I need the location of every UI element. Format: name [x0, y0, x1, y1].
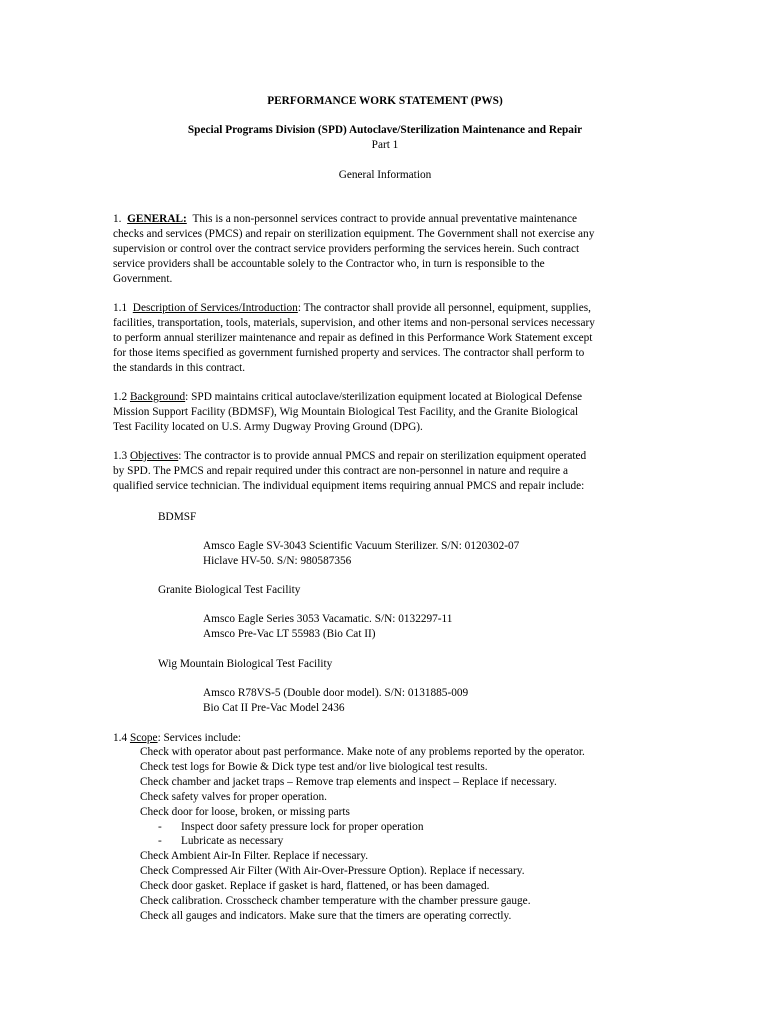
scope-text: : Services include: — [157, 732, 242, 744]
scope-check-item: Check test logs for Bowie & Dick type test and/or live biological test results. — [140, 761, 488, 773]
background-heading: Background — [129, 391, 186, 403]
scope-check-item: Check all gauges and indicators. Make sure that the timers are operating correctly. — [140, 910, 512, 922]
general-line: Government. — [113, 273, 173, 285]
general-paragraph-first-line — [113, 212, 577, 227]
doc-subtitle: Special Programs Division (SPD) Autoclave/Sterilization Maintenance and Repair — [187, 124, 583, 136]
background-number: 1.2 — [113, 391, 128, 403]
part-label: Part 1 — [371, 139, 399, 151]
objectives-paragraph-first-line — [113, 449, 586, 464]
dash-bullet: - — [158, 835, 162, 847]
description-line: the standards in this contract. — [113, 362, 246, 374]
scope-check-item: Check safety valves for proper operation. — [140, 791, 327, 803]
general-line: supervision or control over the contract service providers performing the services herein. Such contract — [113, 243, 580, 255]
scope-number: 1.4 — [113, 732, 128, 744]
scope-check-item: Check door gasket. Replace if gasket is hard, flattened, or has been damaged. — [140, 880, 490, 892]
general-line: checks and services (PMCS) and repair on sterilization equipment. The Government shall not exercise any — [113, 228, 595, 240]
scope-heading-line — [113, 731, 241, 746]
objectives-heading: Objectives — [129, 450, 179, 462]
objectives-number: 1.3 — [113, 450, 128, 462]
description-line: for those items specified as government furnished property and services. The contractor shall perform to — [113, 347, 585, 359]
equipment-item: Amsco Pre-Vac LT 55983 (Bio Cat II) — [203, 628, 376, 640]
scope-check-item: Check calibration. Crosscheck chamber temperature with the chamber pressure gauge. — [140, 895, 531, 907]
general-heading: GENERAL: — [127, 213, 187, 225]
description-paragraph-first-line — [113, 301, 591, 316]
doc-title: PERFORMANCE WORK STATEMENT (PWS) — [267, 95, 503, 107]
general-number: 1. — [113, 213, 122, 225]
equipment-item: Amsco Eagle SV-3043 Scientific Vacuum Sterilizer. S/N: 0120302-07 — [203, 540, 520, 552]
facility-name: Wig Mountain Biological Test Facility — [158, 658, 333, 670]
equipment-item: Amsco R78VS-5 (Double door model). S/N: 0131885-009 — [203, 687, 469, 699]
scope-check-item: Check door for loose, broken, or missing parts — [140, 806, 350, 818]
scope-heading: Scope — [129, 732, 158, 744]
background-line: Test Facility located on U.S. Army Dugway Proving Ground (DPG). — [113, 421, 423, 433]
section-title: General Information — [338, 169, 432, 181]
scope-check-item: Check chamber and jacket traps – Remove trap elements and inspect – Replace if necessary. — [140, 776, 557, 788]
description-line: to perform annual sterilizer maintenance and repair as defined in this Performance Work Statement except — [113, 332, 593, 344]
general-text: This is a non-personnel services contract to provide annual preventative maintenance — [192, 213, 578, 225]
facility-name: BDMSF — [158, 511, 197, 523]
facility-name: Granite Biological Test Facility — [158, 584, 301, 596]
objectives-line: by SPD. The PMCS and repair required under this contract are non-personnel in nature and require a — [113, 465, 568, 477]
equipment-item: Hiclave HV-50. S/N: 980587356 — [203, 555, 352, 567]
objectives-text: : The contractor is to provide annual PMCS and repair on sterilization equipment operated — [178, 450, 587, 462]
background-line: Mission Support Facility (BDMSF), Wig Mountain Biological Test Facility, and the Granite Biological — [113, 406, 579, 418]
scope-subitem: Inspect door safety pressure lock for proper operation — [181, 821, 424, 833]
scope-check-item: Check with operator about past performance. Make note of any problems reported by the operator. — [140, 746, 585, 758]
scope-subitem: Lubricate as necessary — [181, 835, 284, 847]
description-heading: Description of Services/Introduction — [132, 302, 298, 314]
objectives-line: qualified service technician. The individual equipment items requiring annual PMCS and repair include: — [113, 480, 585, 492]
description-text: : The contractor shall provide all personnel, equipment, supplies, — [297, 302, 591, 314]
general-line: service providers shall be accountable solely to the Contractor who, in turn is responsible to the — [113, 258, 545, 270]
description-line: facilities, transportation, tools, materials, supervision, and other items and non-personal services necessary — [113, 317, 595, 329]
background-text: : SPD maintains critical autoclave/sterilization equipment located at Biological Defense — [185, 391, 583, 403]
background-paragraph-first-line — [113, 390, 582, 405]
scope-check-item: Check Ambient Air-In Filter. Replace if necessary. — [140, 850, 369, 862]
dash-bullet: - — [158, 821, 162, 833]
description-number: 1.1 — [113, 302, 128, 314]
equipment-item: Amsco Eagle Series 3053 Vacamatic. S/N: 0132297-11 — [203, 613, 453, 625]
equipment-item: Bio Cat II Pre-Vac Model 2436 — [203, 702, 345, 714]
scope-check-item: Check Compressed Air Filter (With Air-Over-Pressure Option). Replace if necessary. — [140, 865, 525, 877]
